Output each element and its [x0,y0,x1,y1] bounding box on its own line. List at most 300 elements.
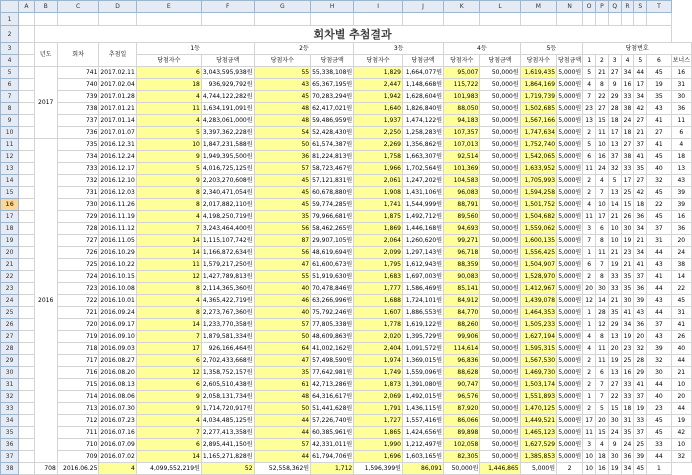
ball-cell[interactable]: 11 [596,343,609,355]
prize3-winners-cell[interactable]: 2,069 [354,391,403,403]
ball-cell[interactable]: 38 [621,151,634,163]
prize3-amount-cell[interactable]: 1,826,840원 [402,103,443,115]
header-ball[interactable]: 6 [647,55,671,67]
prize3-winners-cell[interactable]: 1,908 [354,187,403,199]
prize4-amount-cell[interactable]: 50,000원 [480,139,520,151]
date-cell[interactable]: 2016.10.15 [99,271,136,283]
prize3-winners-cell[interactable]: 1,966 [354,163,403,175]
prize5-amount-cell[interactable]: 5,000원 [557,283,583,295]
prize2-amount-cell[interactable]: 79,966,681원 [311,211,354,223]
round-cell[interactable]: 718 [57,343,99,355]
ball-cell[interactable]: 41 [647,271,671,283]
ball-cell[interactable]: 10 [596,199,609,211]
ball-cell[interactable]: 8 [596,331,609,343]
row-header[interactable]: 15 [1,187,19,199]
prize3-winners-cell[interactable]: 1,758 [354,151,403,163]
ball-cell[interactable]: 37 [647,319,671,331]
row-header[interactable]: 1 [1,13,19,26]
ball-cell[interactable]: 27 [596,103,609,115]
bonus-cell[interactable]: 36 [671,223,691,235]
prize3-winners-cell[interactable]: 1,683 [354,271,403,283]
column-header[interactable]: S [634,1,647,13]
prize1-amount-cell[interactable]: 4,016,725,125원 [201,163,254,175]
round-cell[interactable]: 717 [57,355,99,367]
prize5-winners-cell[interactable]: 1,633,952 [520,163,556,175]
bonus-cell[interactable]: 38 [671,259,691,271]
ball-cell[interactable]: 25 [621,355,634,367]
ball-cell[interactable]: 28 [596,307,609,319]
ball-cell[interactable]: 24 [621,115,634,127]
ball-cell[interactable]: 34 [634,223,647,235]
prize1-winners-cell[interactable]: 7 [136,223,201,235]
round-cell[interactable]: 709 [57,451,99,463]
prize1-amount-cell[interactable]: 1,579,217,250원 [201,259,254,271]
cell[interactable] [608,13,621,26]
prize5-winners-cell[interactable]: 1,470,125 [520,403,556,415]
header-ball[interactable]: 4 [621,55,634,67]
date-cell[interactable]: 2016.10.01 [99,295,136,307]
prize3-winners-cell[interactable]: 1,688 [354,295,403,307]
ball-cell[interactable]: 19 [608,463,621,475]
prize1-amount-cell[interactable]: 2,702,433,668원 [201,355,254,367]
column-header[interactable]: B [34,1,57,13]
ball-cell[interactable]: 13 [608,367,621,379]
column-header[interactable]: Q [608,1,621,13]
prize1-winners-cell[interactable]: 4 [136,115,201,127]
ball-cell[interactable]: 25 [621,187,634,199]
prize1-winners-cell[interactable]: 8 [136,307,201,319]
prize3-amount-cell[interactable]: 1,559,096원 [402,367,443,379]
prize3-amount-cell[interactable]: 1,492,015원 [402,391,443,403]
round-cell[interactable]: 735 [57,139,99,151]
prize1-amount-cell[interactable]: 4,283,061,000원 [201,115,254,127]
prize2-amount-cell[interactable]: 41,002,162원 [311,343,354,355]
prize1-winners-cell[interactable]: 14 [136,247,201,259]
bonus-cell[interactable]: 30 [671,91,691,103]
cell[interactable] [621,13,634,26]
bonus-cell[interactable]: 22 [671,283,691,295]
ball-cell[interactable]: 44 [647,307,671,319]
prize1-amount-cell[interactable]: 1,634,191,091원 [201,103,254,115]
date-cell[interactable]: 2017.01.14 [99,115,136,127]
prize1-winners-cell[interactable]: 11 [136,103,201,115]
prize2-winners-cell[interactable]: 87 [254,235,311,247]
prize5-amount-cell[interactable]: 5,000원 [557,211,583,223]
prize4-amount-cell[interactable]: 50,000원 [480,103,520,115]
bonus-cell[interactable]: 42 [671,427,691,439]
row-header[interactable]: 23 [1,283,19,295]
ball-cell[interactable]: 5 [583,67,596,79]
ball-cell[interactable]: 10 [596,139,609,151]
prize5-winners-cell[interactable]: 1,505,233 [520,319,556,331]
prize3-winners-cell[interactable]: 1,749 [354,367,403,379]
prize3-winners-cell[interactable]: 1,869 [354,223,403,235]
date-cell[interactable]: 2017.01.21 [99,103,136,115]
prize3-amount-cell[interactable]: 1,619,122원 [402,319,443,331]
cell[interactable] [19,43,34,55]
prize3-winners-cell[interactable]: 1,727 [354,415,403,427]
ball-cell[interactable]: 4 [596,439,609,451]
prize5-winners-cell[interactable]: 1,556,425 [520,247,556,259]
cell[interactable] [311,13,354,26]
prize3-amount-cell[interactable]: 1,258,283원 [402,127,443,139]
prize3-amount-cell[interactable]: 1,356,862원 [402,139,443,151]
prize3-winners-cell[interactable]: 1,829 [354,67,403,79]
prize5-amount-cell[interactable]: 5,000원 [557,187,583,199]
prize4-amount-cell[interactable]: 50,000원 [480,391,520,403]
ball-cell[interactable]: 33 [608,271,621,283]
ball-cell[interactable]: 33 [621,391,634,403]
date-cell[interactable]: 2016.07.09 [99,439,136,451]
prize3-amount-cell[interactable]: 1,436,115원 [402,403,443,415]
ball-cell[interactable]: 10 [608,235,621,247]
row-header[interactable]: 28 [1,343,19,355]
cell[interactable] [57,13,99,26]
ball-cell[interactable]: 3 [583,439,596,451]
ball-cell[interactable]: 4 [596,175,609,187]
ball-cell[interactable]: 6 [583,151,596,163]
ball-cell[interactable]: 18 [634,199,647,211]
round-cell[interactable]: 732 [57,175,99,187]
prize1-winners-cell[interactable]: 4 [136,211,201,223]
prize2-amount-cell[interactable]: 57,226,740원 [311,415,354,427]
round-cell[interactable]: 725 [57,259,99,271]
prize1-amount-cell[interactable]: 2,605,510,438원 [201,379,254,391]
prize1-amount-cell[interactable]: 3,043,595,938원 [201,67,254,79]
prize2-amount-cell[interactable]: 58,723,467원 [311,163,354,175]
ball-cell[interactable]: 42 [634,103,647,115]
ball-cell[interactable]: 27 [621,139,634,151]
bonus-cell[interactable]: 31 [671,79,691,91]
prize4-winners-cell[interactable]: 90,747 [444,379,480,391]
date-cell[interactable]: 2016.07.23 [99,415,136,427]
prize1-winners-cell[interactable]: 8 [136,283,201,295]
prize5-amount-cell[interactable]: 5,000원 [557,235,583,247]
prize1-winners-cell[interactable]: 7 [136,427,201,439]
column-header[interactable]: N [557,1,583,13]
header-ball[interactable]: 3 [608,55,621,67]
ball-cell[interactable]: 40 [647,163,671,175]
row-header[interactable]: 5 [1,67,19,79]
ball-cell[interactable]: 24 [608,427,621,439]
prize3-amount-cell[interactable]: 1,702,564원 [402,163,443,175]
date-cell[interactable]: 2016.10.08 [99,283,136,295]
ball-cell[interactable]: 13 [608,139,621,151]
ball-cell[interactable]: 27 [608,67,621,79]
row-header[interactable]: 29 [1,355,19,367]
ball-cell[interactable]: 13 [608,187,621,199]
column-header[interactable]: J [402,1,443,13]
header-prize3[interactable]: 3등 [354,43,444,55]
ball-cell[interactable]: 30 [621,295,634,307]
row-header[interactable]: 11 [1,139,19,151]
date-cell[interactable]: 2016.09.10 [99,331,136,343]
ball-cell[interactable]: 2 [583,271,596,283]
round-cell[interactable]: 711 [57,427,99,439]
ball-cell[interactable]: 19 [608,259,621,271]
prize1-amount-cell[interactable]: 4,744,122,282원 [201,91,254,103]
ball-cell[interactable]: 15 [608,403,621,415]
prize1-winners-cell[interactable]: 10 [136,139,201,151]
bonus-cell[interactable]: 31 [671,307,691,319]
row-header[interactable]: 31 [1,379,19,391]
round-cell[interactable]: 728 [57,223,99,235]
prize1-winners-cell[interactable]: 11 [136,259,201,271]
prize3-amount-cell[interactable]: 1,586,469원 [402,283,443,295]
cell[interactable] [19,175,34,187]
prize4-winners-cell[interactable]: 85,141 [444,283,480,295]
prize4-amount-cell[interactable]: 50,000원 [480,439,520,451]
prize1-amount-cell[interactable]: 1,427,789,813원 [201,271,254,283]
prize1-amount-cell[interactable]: 4,034,485,125원 [201,415,254,427]
prize3-amount-cell[interactable]: 1,391,080원 [402,379,443,391]
prize5-winners-cell[interactable]: 1,439,078 [520,295,556,307]
row-header[interactable]: 25 [1,307,19,319]
prize3-amount-cell[interactable]: 1,247,202원 [402,175,443,187]
ball-cell[interactable]: 7 [596,187,609,199]
prize1-winners-cell[interactable]: 4 [136,91,201,103]
ball-cell[interactable]: 9 [608,79,621,91]
prize4-amount-cell[interactable]: 50,000원 [480,451,520,463]
prize3-winners-cell[interactable]: 2,447 [354,79,403,91]
header-ball[interactable]: 2 [596,55,609,67]
ball-cell[interactable]: 9 [608,439,621,451]
prize5-amount-cell[interactable]: 5,000원 [557,91,583,103]
ball-cell[interactable]: 30 [647,367,671,379]
prize4-amount-cell[interactable]: 50,000원 [480,379,520,391]
prize5-amount-cell[interactable]: 5,000원 [557,355,583,367]
round-cell[interactable]: 715 [57,379,99,391]
column-header[interactable]: K [444,1,480,13]
prize3-amount-cell[interactable]: 1,886,553원 [402,307,443,319]
prize4-winners-cell[interactable]: 107,013 [444,139,480,151]
row-header[interactable]: 37 [1,451,19,463]
prize1-amount-cell[interactable]: 4,099,552,219원 [136,463,201,475]
prize2-amount-cell[interactable]: 65,367,195원 [311,79,354,91]
ball-cell[interactable]: 21 [621,259,634,271]
prize3-winners-cell[interactable]: 1,607 [354,307,403,319]
header-ball[interactable]: 1 [583,55,596,67]
bonus-cell[interactable]: 21 [671,367,691,379]
bonus-cell[interactable]: 6 [671,127,691,139]
prize3-winners-cell[interactable]: 1,696 [354,451,403,463]
column-header[interactable]: H [311,1,354,13]
ball-cell[interactable]: 32 [647,355,671,367]
prize5-winners-cell[interactable]: 1,752,740 [520,139,556,151]
prize3-amount-cell[interactable]: 1,148,668원 [402,79,443,91]
prize2-winners-cell[interactable]: 45 [254,91,311,103]
ball-cell[interactable]: 35 [621,427,634,439]
cell[interactable] [19,451,34,463]
prize2-winners-cell[interactable]: 46 [254,295,311,307]
bonus-cell[interactable]: 36 [671,103,691,115]
prize3-amount-cell[interactable]: 1,663,307원 [402,151,443,163]
prize1-amount-cell[interactable]: 2,058,131,734원 [201,391,254,403]
ball-cell[interactable]: 4 [583,79,596,91]
prize2-winners-cell[interactable]: 55 [254,67,311,79]
ball-cell[interactable]: 5 [596,403,609,415]
prize5-winners-cell[interactable]: 1,627,529 [520,439,556,451]
prize2-winners-cell[interactable]: 44 [254,415,311,427]
prize1-amount-cell[interactable]: 2,273,767,360원 [201,307,254,319]
prize1-amount-cell[interactable]: 2,017,882,110원 [201,199,254,211]
date-cell[interactable]: 2016.12.24 [99,151,136,163]
prize5-winners-cell[interactable]: 1,864,169 [520,79,556,91]
prize1-winners-cell[interactable]: 8 [136,187,201,199]
prize4-winners-cell[interactable]: 96,576 [444,391,480,403]
column-header[interactable]: O [583,1,596,13]
prize5-winners-cell[interactable]: 1,528,970 [520,271,556,283]
prize5-winners-cell[interactable]: 1,503,174 [520,379,556,391]
row-header[interactable]: 21 [1,259,19,271]
column-header[interactable]: L [480,1,520,13]
prize1-amount-cell[interactable]: 1,847,231,588원 [201,139,254,151]
cell[interactable] [19,211,34,223]
ball-cell[interactable]: 31 [647,235,671,247]
bonus-cell[interactable]: 26 [671,331,691,343]
cell[interactable] [19,439,34,451]
date-cell[interactable]: 2016.07.16 [99,427,136,439]
year-cell[interactable]: 2017 [34,67,57,139]
bonus-cell[interactable]: 16 [671,211,691,223]
prize1-amount-cell[interactable]: 936,929,792원 [201,79,254,91]
prize4-amount-cell[interactable]: 50,000원 [480,235,520,247]
prize2-amount-cell[interactable]: 60,385,961원 [311,427,354,439]
ball-cell[interactable]: 2 [583,379,596,391]
cell[interactable] [19,259,34,271]
prize3-amount-cell[interactable]: 1,492,712원 [402,211,443,223]
ball-cell[interactable]: 10 [608,223,621,235]
prize2-winners-cell[interactable]: 48 [254,391,311,403]
prize4-winners-cell[interactable]: 89,898 [444,427,480,439]
ball-cell[interactable]: 37 [634,271,647,283]
prize3-amount-cell[interactable]: 1,395,729원 [402,331,443,343]
column-header[interactable]: A [19,1,34,13]
prize2-amount-cell[interactable]: 57,498,590원 [311,355,354,367]
prize5-amount-cell[interactable]: 5,000원 [557,391,583,403]
ball-cell[interactable]: 10 [583,451,596,463]
ball-cell[interactable]: 36 [621,451,634,463]
ball-cell[interactable]: 24 [596,163,609,175]
ball-cell[interactable]: 19 [608,355,621,367]
prize2-winners-cell[interactable]: 45 [254,175,311,187]
prize4-amount-cell[interactable]: 50,000원 [480,343,520,355]
prize1-amount-cell[interactable]: 3,243,464,400원 [201,223,254,235]
ball-cell[interactable]: 3 [583,223,596,235]
ball-cell[interactable]: 34 [621,463,634,475]
prize5-amount-cell[interactable]: 5,000원 [557,295,583,307]
ball-cell[interactable]: 36 [634,283,647,295]
prize5-amount-cell[interactable]: 5,000원 [557,163,583,175]
prize1-winners-cell[interactable]: 6 [136,439,201,451]
round-cell[interactable]: 712 [57,415,99,427]
prize1-amount-cell[interactable]: 2,277,413,358원 [201,427,254,439]
prize1-winners-cell[interactable]: 9 [136,175,201,187]
prize3-amount-cell[interactable]: 1,424,656원 [402,427,443,439]
header-winners[interactable]: 당첨자수 [254,55,311,67]
prize1-winners-cell[interactable]: 6 [136,67,201,79]
cell[interactable] [201,13,254,26]
ball-cell[interactable]: 41 [621,307,634,319]
ball-cell[interactable]: 16 [596,463,609,475]
prize2-winners-cell[interactable]: 57 [254,319,311,331]
prize2-winners-cell[interactable]: 56 [254,247,311,259]
prize2-amount-cell[interactable]: 29,907,105원 [311,235,354,247]
cell[interactable] [596,13,609,26]
ball-cell[interactable]: 21 [596,67,609,79]
cell[interactable] [19,247,34,259]
prize5-winners-cell[interactable]: 1,600,135 [520,235,556,247]
ball-cell[interactable]: 29 [608,319,621,331]
prize5-amount-cell[interactable]: 5,000원 [557,415,583,427]
prize2-winners-cell[interactable]: 43 [254,79,311,91]
ball-cell[interactable]: 11 [596,355,609,367]
round-cell[interactable]: 720 [57,319,99,331]
date-cell[interactable]: 2016.12.10 [99,175,136,187]
prize3-amount-cell[interactable]: 1,297,143원 [402,247,443,259]
prize3-amount-cell[interactable]: 1,431,106원 [402,187,443,199]
ball-cell[interactable]: 17 [634,79,647,91]
date-cell[interactable]: 2016.12.17 [99,163,136,175]
header-numbers[interactable]: 당첨번호 [583,43,692,55]
prize2-amount-cell[interactable]: 77,805,338원 [311,319,354,331]
prize4-amount-cell[interactable]: 50,000원 [480,427,520,439]
prize4-amount-cell[interactable]: 50,000원 [480,271,520,283]
prize5-amount-cell[interactable]: 5,000원 [557,175,583,187]
prize2-amount-cell[interactable]: 58,462,265원 [311,223,354,235]
cell[interactable] [19,355,34,367]
date-cell[interactable]: 2017.01.28 [99,91,136,103]
prize2-amount-cell[interactable]: 60,678,880원 [311,187,354,199]
ball-cell[interactable]: 43 [647,331,671,343]
prize4-amount-cell[interactable]: 50,000원 [480,211,520,223]
ball-cell[interactable]: 23 [647,403,671,415]
ball-cell[interactable]: 14 [608,199,621,211]
prize3-amount-cell[interactable]: 1,603,165원 [402,451,443,463]
prize2-amount-cell[interactable]: 61,574,387원 [311,139,354,151]
prize1-winners-cell[interactable]: 5 [136,127,201,139]
prize5-winners-cell[interactable]: 1,502,685 [520,103,556,115]
row-header[interactable]: 16 [1,199,19,211]
prize5-amount-cell[interactable]: 5,000원 [557,151,583,163]
ball-cell[interactable]: 35 [621,271,634,283]
cell[interactable] [19,271,34,283]
ball-cell[interactable]: 44 [647,247,671,259]
ball-cell[interactable]: 41 [634,379,647,391]
ball-cell[interactable]: 33 [621,163,634,175]
header-amount[interactable]: 당첨금액 [402,55,443,67]
prize5-winners-cell[interactable]: 1,567,530 [520,355,556,367]
prize4-winners-cell[interactable]: 82,305 [444,451,480,463]
ball-cell[interactable]: 2 [583,367,596,379]
bonus-cell[interactable]: 18 [671,151,691,163]
ball-cell[interactable]: 11 [583,163,596,175]
cell[interactable] [19,91,34,103]
ball-cell[interactable]: 2 [583,355,596,367]
header-ball[interactable]: 5 [634,55,647,67]
cell[interactable] [19,115,34,127]
ball-cell[interactable]: 10 [583,463,596,475]
ball-cell[interactable]: 45 [647,211,671,223]
cell[interactable] [19,163,34,175]
bonus-cell[interactable]: 10 [671,379,691,391]
prize4-winners-cell[interactable]: 101,369 [444,163,480,175]
prize2-winners-cell[interactable]: 44 [254,427,311,439]
round-cell[interactable]: 737 [57,115,99,127]
ball-cell[interactable]: 31 [621,415,634,427]
ball-cell[interactable]: 5 [608,175,621,187]
bonus-cell[interactable]: 13 [671,163,691,175]
